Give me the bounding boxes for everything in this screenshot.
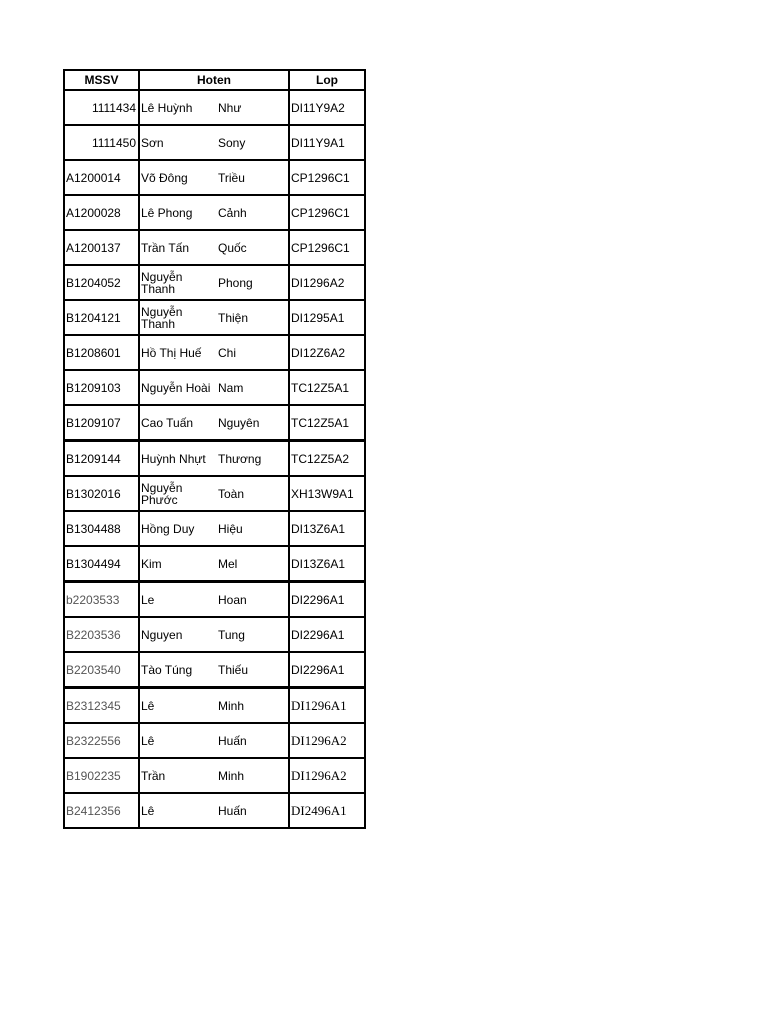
cell-lop: DI2296A1 — [289, 617, 365, 652]
header-mssv: MSSV — [64, 70, 139, 90]
cell-ho: Cao Tuấn — [139, 405, 214, 441]
cell-ho: Nguyễn Hoài — [139, 370, 214, 405]
cell-mssv: B1304494 — [64, 546, 139, 582]
cell-ho: Nguyễn Thanh — [139, 265, 214, 300]
cell-ho: Hồ Thị Huế — [139, 335, 214, 370]
cell-mssv: B1209107 — [64, 405, 139, 441]
table-row — [64, 300, 365, 335]
cell-ho: Nguyễn Thanh — [139, 300, 214, 335]
table-row — [64, 546, 365, 582]
cell-mssv: B1304488 — [64, 511, 139, 546]
cell-ten: Phong — [214, 265, 289, 300]
cell-mssv: B2412356 — [64, 793, 139, 828]
header-row — [64, 70, 365, 90]
cell-lop: XH13W9A1 — [289, 476, 365, 511]
table-row — [64, 370, 365, 405]
table-row — [64, 688, 365, 724]
cell-ho: Lê — [139, 688, 214, 724]
table-row — [64, 125, 365, 160]
cell-ho: Tào Túng — [139, 652, 214, 688]
cell-lop: DI1296A2 — [289, 723, 365, 758]
cell-ho: Nguyen — [139, 617, 214, 652]
cell-ho: Le — [139, 582, 214, 618]
cell-ten: Thương — [214, 441, 289, 477]
table-row — [64, 511, 365, 546]
cell-ho: Võ Đông — [139, 160, 214, 195]
cell-ten: Thiện — [214, 300, 289, 335]
cell-mssv: b2203533 — [64, 582, 139, 618]
cell-mssv: B1902235 — [64, 758, 139, 793]
cell-lop: CP1296C1 — [289, 230, 365, 265]
header-hoten: Hoten — [139, 70, 289, 90]
cell-lop: DI1296A2 — [289, 758, 365, 793]
cell-ten: Toàn — [214, 476, 289, 511]
table-row — [64, 723, 365, 758]
cell-ho: Lê — [139, 793, 214, 828]
table-row — [64, 441, 365, 477]
table-row — [64, 265, 365, 300]
table-row — [64, 160, 365, 195]
cell-lop: DI13Z6A1 — [289, 546, 365, 582]
table-row — [64, 230, 365, 265]
cell-ten: Sony — [214, 125, 289, 160]
cell-lop: DI2496A1 — [289, 793, 365, 828]
cell-ho: Nguyễn Phước — [139, 476, 214, 511]
cell-ho: Huỳnh Nhựt — [139, 441, 214, 477]
cell-ten: Triều — [214, 160, 289, 195]
cell-mssv: B2203540 — [64, 652, 139, 688]
cell-ten: Cảnh — [214, 195, 289, 230]
cell-lop: DI11Y9A2 — [289, 90, 365, 125]
cell-ten: Minh — [214, 758, 289, 793]
cell-lop: TC12Z5A1 — [289, 370, 365, 405]
cell-lop: DI2296A1 — [289, 582, 365, 618]
cell-lop: DI13Z6A1 — [289, 511, 365, 546]
table-row — [64, 582, 365, 618]
cell-ten: Như — [214, 90, 289, 125]
table-row — [64, 793, 365, 828]
cell-mssv: B1209144 — [64, 441, 139, 477]
cell-mssv: B2322556 — [64, 723, 139, 758]
cell-ten: Nguyên — [214, 405, 289, 441]
cell-lop: DI2296A1 — [289, 652, 365, 688]
student-table-sheet — [63, 69, 364, 829]
cell-mssv: 1111434 — [64, 90, 139, 125]
cell-mssv: B1302016 — [64, 476, 139, 511]
cell-mssv: A1200014 — [64, 160, 139, 195]
cell-mssv: B1204052 — [64, 265, 139, 300]
cell-lop: DI1295A1 — [289, 300, 365, 335]
cell-mssv: 1111450 — [64, 125, 139, 160]
table-row — [64, 617, 365, 652]
cell-ten: Hoan — [214, 582, 289, 618]
cell-ho: Lê Phong — [139, 195, 214, 230]
cell-mssv: A1200028 — [64, 195, 139, 230]
cell-ho: Lê Huỳnh — [139, 90, 214, 125]
cell-ten: Quốc — [214, 230, 289, 265]
table-body — [64, 90, 365, 828]
cell-ten: Huấn — [214, 723, 289, 758]
table-row — [64, 335, 365, 370]
cell-ten: Hiệu — [214, 511, 289, 546]
table-row — [64, 405, 365, 441]
cell-ho: Hồng Duy — [139, 511, 214, 546]
cell-ho: Trần — [139, 758, 214, 793]
cell-ten: Thiếu — [214, 652, 289, 688]
cell-lop: DI1296A1 — [289, 688, 365, 724]
cell-ho: Lê — [139, 723, 214, 758]
table-row — [64, 652, 365, 688]
cell-ten: Tung — [214, 617, 289, 652]
cell-mssv: B2203536 — [64, 617, 139, 652]
cell-ten: Mel — [214, 546, 289, 582]
table-row — [64, 195, 365, 230]
cell-ho: Trần Tấn — [139, 230, 214, 265]
cell-mssv: A1200137 — [64, 230, 139, 265]
cell-mssv: B1209103 — [64, 370, 139, 405]
table-row — [64, 758, 365, 793]
cell-lop: CP1296C1 — [289, 160, 365, 195]
cell-lop: CP1296C1 — [289, 195, 365, 230]
cell-mssv: B2312345 — [64, 688, 139, 724]
cell-ho: Kim — [139, 546, 214, 582]
cell-mssv: B1208601 — [64, 335, 139, 370]
cell-ho: Sơn — [139, 125, 214, 160]
cell-lop: DI11Y9A1 — [289, 125, 365, 160]
cell-ten: Huấn — [214, 793, 289, 828]
cell-lop: DI1296A2 — [289, 265, 365, 300]
cell-ten: Chi — [214, 335, 289, 370]
cell-lop: DI12Z6A2 — [289, 335, 365, 370]
cell-ten: Minh — [214, 688, 289, 724]
cell-lop: TC12Z5A1 — [289, 405, 365, 441]
header-lop: Lop — [289, 70, 365, 90]
cell-ten: Nam — [214, 370, 289, 405]
cell-mssv: B1204121 — [64, 300, 139, 335]
table-row — [64, 90, 365, 125]
student-table — [63, 69, 366, 829]
cell-lop: TC12Z5A2 — [289, 441, 365, 477]
table-row — [64, 476, 365, 511]
